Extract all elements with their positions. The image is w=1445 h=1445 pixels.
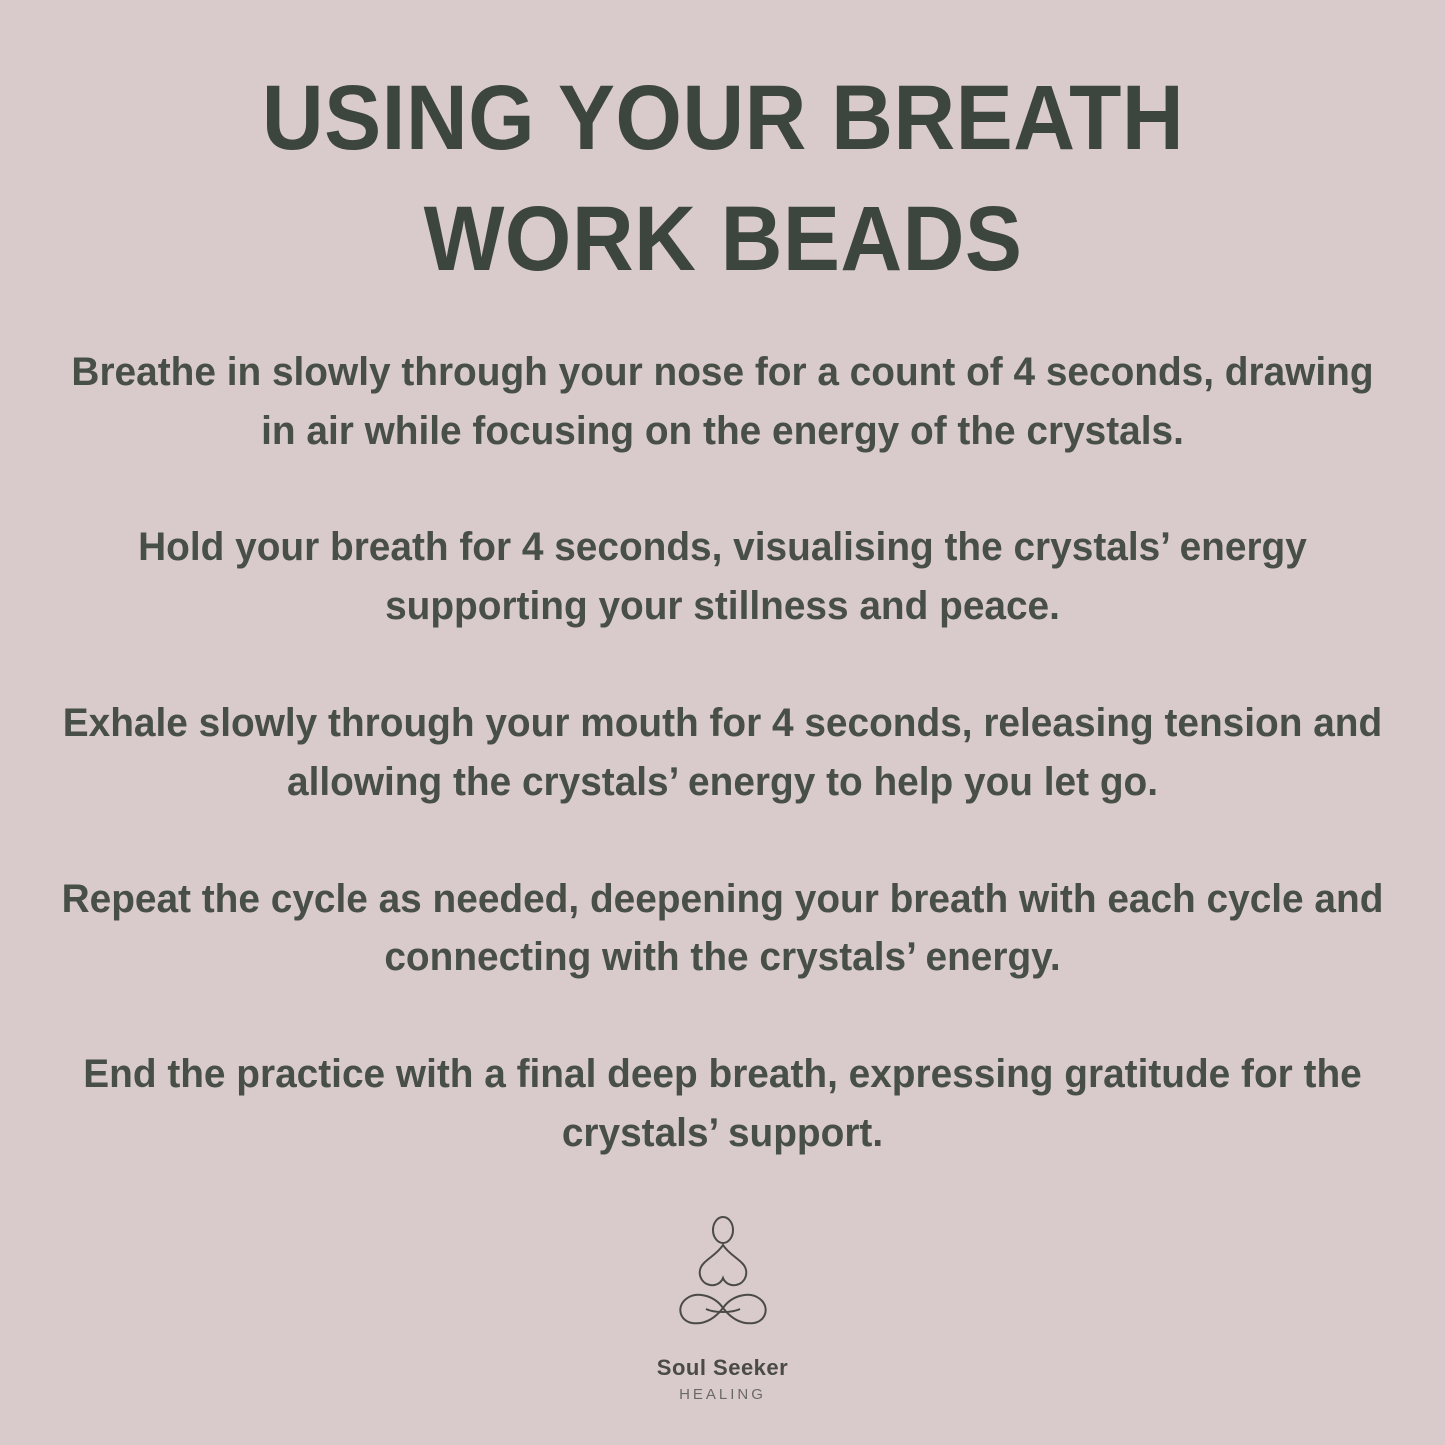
- brand-logo: [0, 1213, 1445, 1403]
- instruction-step: Repeat the cycle as needed, deepening your breath with each cycle and connecting with the crystals’ energy.: [61, 876, 1384, 980]
- instruction-step: Breathe in slowly through your nose for a count of 4 seconds, drawing in air while focusing on the energy of the crystals.: [71, 349, 1374, 453]
- instruction-step: Exhale slowly through your mouth for 4 seconds, releasing tension and allowing the crystals’ energy to help you let go.: [62, 701, 1383, 804]
- meditating-figure-infinity-icon: [648, 1213, 798, 1353]
- brand-name: Soul Seeker: [656, 1355, 789, 1380]
- instruction-step: End the practice with a final deep breath, expressing gratitude for the crystals’ support.: [83, 1052, 1362, 1156]
- instruction-steps-list: [30, 343, 1415, 1163]
- brand-tagline: HEALING: [679, 1386, 766, 1403]
- instruction-step: Hold your breath for 4 seconds, visualising the crystals’ energy supporting your stillness and peace.: [138, 525, 1307, 629]
- page-title: USING YOUR BREATH WORK BEADS: [261, 67, 1184, 291]
